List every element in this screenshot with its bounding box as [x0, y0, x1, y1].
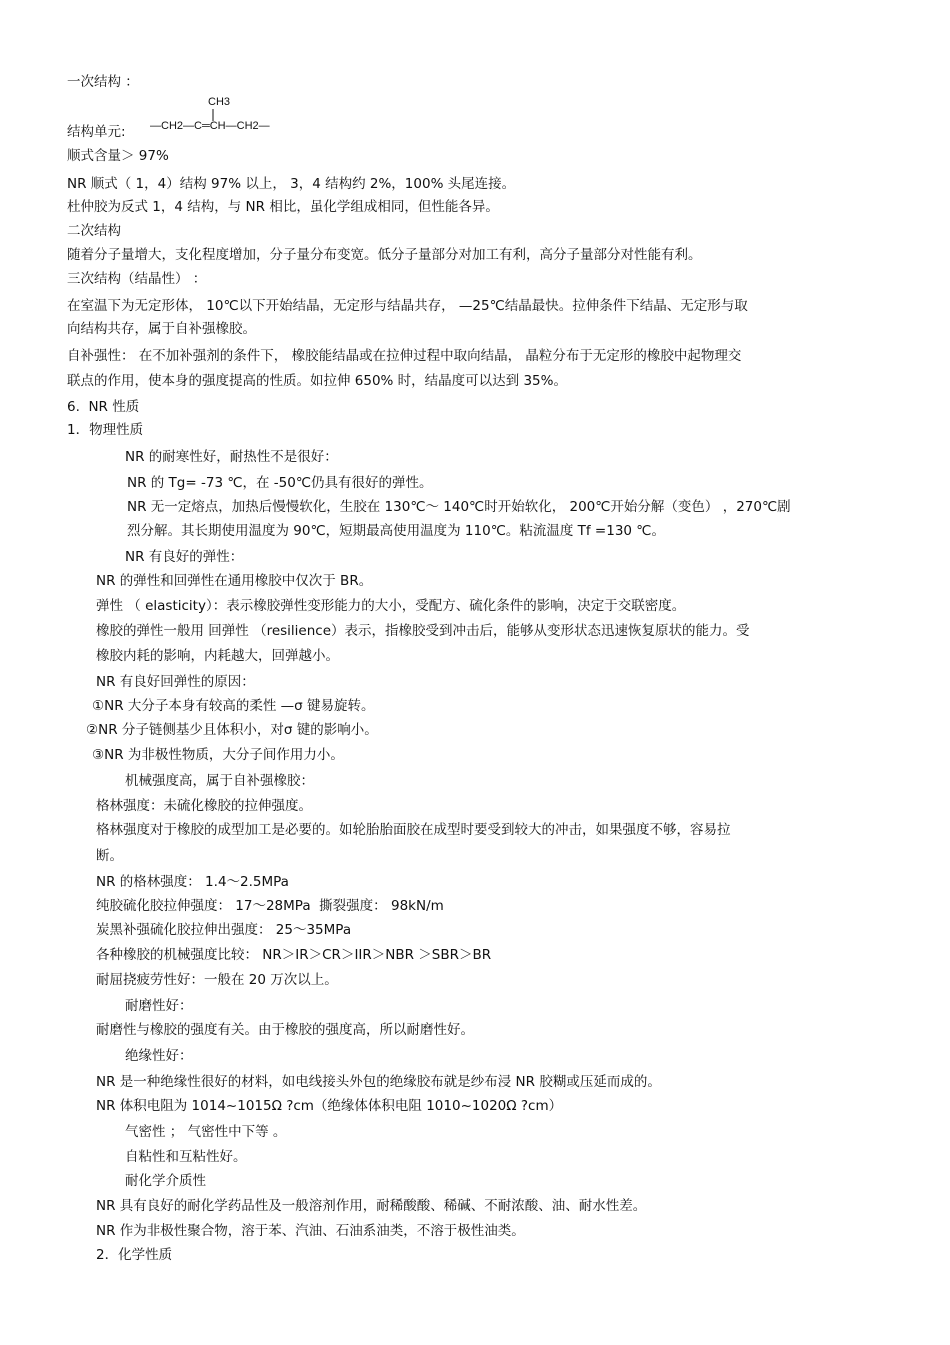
text-airtightness: 气密性 ； 气密性中下等 。	[125, 1124, 287, 1140]
text-gutta: 杜仲胶为反式 1，4 结构，与 NR 相比，虽化学组成相同，但性能各异。	[67, 199, 499, 215]
heading-chemical-properties: 2．化学性质	[96, 1247, 173, 1263]
heading-chemical-resistance: 耐化学介质性	[125, 1173, 206, 1189]
text-tertiary-p1-l1: 在室温下为无定形体， 10℃以下开始结晶，无定形与结晶共存， —25℃结晶最快。拉伸条件下结晶、无定形与取	[67, 298, 748, 314]
text-cold-resistance: NR 的耐寒性好，耐热性不是很好：	[125, 449, 338, 465]
heading-section-6: 6. NR 性质	[67, 399, 140, 415]
heading-resilience-reasons: NR 有良好回弹性的原因：	[96, 674, 255, 690]
text-fatigue: 耐屈挠疲劳性好：一般在 20 万次以上。	[96, 972, 338, 988]
text-carbon-black-strength: 炭黑补强硫化胶拉伸出强度： 25～35MPa	[96, 922, 352, 938]
formula-bond-line	[150, 95, 320, 140]
text-elasticity-definition: 弹性 （ elasticity）：表示橡胶弹性变形能力的大小，受配方、硫化条件的影响，决定于交联密度。	[96, 598, 686, 614]
text-resilience-l1: 橡胶的弹性一般用 回弹性 （resilience）表示，指橡胶受到冲击后，能够从变形状态迅速恢复原状的能力。受	[96, 623, 750, 639]
text-resilience-l2: 橡胶内耗的影响，内耗越大，回弹越小。	[96, 648, 339, 664]
heading-mechanical-strength: 机械强度高，属于自补强橡胶：	[125, 773, 314, 789]
text-secondary-structure: 随着分子量增大，支化程度增加，分子量分布变宽。低分子量部分对加工有利，高分子量部分对性能有利。	[67, 247, 702, 263]
text-nonpolar-solubility: NR 作为非极性聚合物，溶于苯、汽油、石油系油类，不溶于极性油类。	[96, 1223, 525, 1239]
formula-chain: —CH2—C═CH—CH2—	[150, 120, 270, 132]
heading-physical-properties: 1．物理性质	[67, 422, 144, 438]
text-strength-comparison: 各种橡胶的机械强度比较： NR＞IR＞CR＞IIR＞NBR ＞SBR＞BR	[96, 947, 492, 963]
text-green-strength-def: 格林强度：未硫化橡胶的拉伸强度。	[96, 798, 312, 814]
heading-insulation: 绝缘性好：	[125, 1048, 193, 1064]
text-resistivity: NR 体积电阻为 1014~1015Ω ?cm（绝缘体体积电阻 1010~1020Ω ?cm）	[96, 1098, 563, 1114]
text-nr-green-strength: NR 的格林强度： 1.4～2.5MPa	[96, 874, 289, 890]
text-insulation: NR 是一种绝缘性很好的材料，如电线接头外包的绝缘胶布就是纱布浸 NR 胶糊或压延而成的。	[96, 1074, 661, 1090]
heading-secondary-structure: 二次结构	[67, 223, 121, 239]
text-reason-1: ①NR 大分子本身有较高的柔性 —σ 键易旋转。	[92, 698, 375, 714]
text-tertiary-p1-l2: 向结构共存，属于自补强橡胶。	[67, 321, 256, 337]
formula	[150, 95, 320, 140]
text-green-strength-l1: 格林强度对于橡胶的成型加工是必要的。如轮胎胎面胶在成型时要受到较大的冲击，如果强度不够，容易拉	[96, 822, 731, 838]
formula-methyl: CH3	[208, 96, 231, 108]
text-elasticity-rank: NR 的弹性和回弹性在通用橡胶中仅次于 BR。	[96, 573, 373, 589]
heading-primary-structure: 一次结构 ：	[67, 74, 139, 90]
text-tertiary-p2-l1: 自补强性： 在不加补强剂的条件下， 橡胶能结晶或在拉伸过程中取向结晶， 晶粒分布于无定形的橡胶中起物理交	[67, 348, 742, 364]
text-cis-content: 顺式含量＞ 97%	[67, 148, 169, 164]
text-reason-2: ②NR 分子链侧基少且体积小，对σ 键的影响小。	[86, 722, 378, 738]
text-melting-l1: NR 无一定熔点，加热后慢慢软化，生胶在 130℃～ 140℃时开始软化， 200℃开始分解（变色） ，270℃剧	[127, 499, 791, 515]
text-green-strength-l2: 断。	[96, 848, 123, 864]
heading-wear-resistance: 耐磨性好：	[125, 998, 193, 1014]
heading-tertiary-structure: 三次结构（结晶性） ：	[67, 271, 207, 287]
text-tertiary-p2-l2: 联点的作用，使本身的强度提高的性质。如拉伸 650% 时，结晶度可以达到 35%。	[67, 373, 567, 389]
text-tg: NR 的 Tg= -73 ℃，在 -50℃仍具有很好的弹性。	[127, 475, 433, 491]
text-chemical-resistance: NR 具有良好的耐化学药品性及一般溶剂作用，耐稀酸酸、稀碱、不耐浓酸、油、耐水性差。	[96, 1198, 647, 1214]
label-structural-unit: 结构单元:	[67, 124, 126, 140]
text-wear-resistance: 耐磨性与橡胶的强度有关。由于橡胶的强度高，所以耐磨性好。	[96, 1022, 474, 1038]
text-reason-3: ③NR 为非极性物质，大分子间作用力小。	[92, 747, 344, 763]
text-elasticity-good: NR 有良好的弹性：	[125, 549, 244, 565]
text-nr-cis: NR 顺式（ 1，4）结构 97% 以上， 3，4 结构约 2%，100% 头尾连接。	[67, 176, 516, 192]
text-pure-gum-strength: 纯胶硫化胶拉伸强度： 17～28MPa 撕裂强度： 98kN/m	[96, 898, 444, 914]
text-tack: 自粘性和互粘性好。	[125, 1149, 247, 1165]
text-melting-l2: 烈分解。其长期使用温度为 90℃，短期最高使用温度为 110℃。粘流温度 Tf =130 ℃。	[127, 523, 665, 539]
